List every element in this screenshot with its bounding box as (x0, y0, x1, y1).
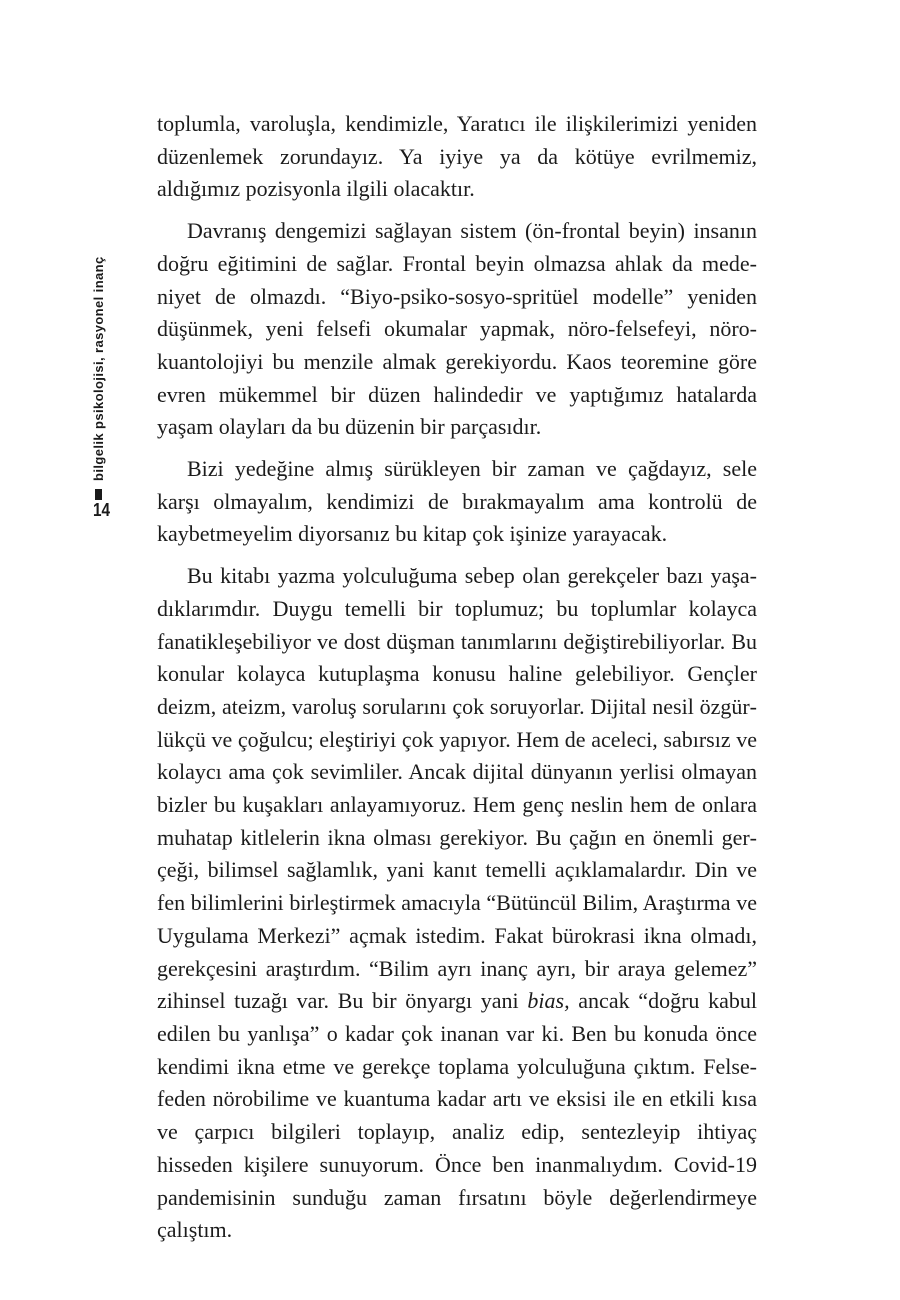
page-number: 14 (93, 500, 111, 520)
paragraph-3: Bizi yedeğine almış sürükleyen bir zaman ve çağdayız, sele karşı olmayalım, kendimizi de bırakmayalım ama kontrolü de kaybetmeyelim diyorsanız bu kitap çok işinize yarayacak. (157, 456, 757, 547)
body-text (157, 108, 757, 1256)
paragraph-4-part-1: Bu kitabı yazma yolculuğuma sebep olan gerekçeler bazı yaşadıklarımdır. Duygu temelli bir toplumuz; bu toplumlar kolayca fanatikleşebiliyor ve dost düşman tanımlarını değiştirebiliyorlar. Bu konular kolayca kutuplaşma konusu haline gelebiliyor. Gençler deizm, ateizm, varoluş sorularını çok soruyorlar. Dijital nesil özgürlükçü ve çoğulcu; eleştiriyi çok yapıyor. Hem de aceleci, sabırsız ve kolaycı ama çok sevimliler. Ancak dijital dünyanın yerlisi olmayan bizler bu kuşakları anlayamıyoruz. Hem genç neslin hem de onlara muhatap kitlelerin ikna olması gerekiyor. Bu çağın en önemli gerçeği, bilimsel sağlamlık, yani kanıt temelli açıklamalardır. Din ve fen bilimlerini birleştirmek amacıyla “Bütüncül Bilim, Araştırma ve Uygulama Merkezi” açmak istedim. Fakat bürokrasi ikna olmadı, gerekçesini araştırdım. “Bilim ayrı inanç ayrı, bir araya gelemez” zihinsel tuzağı var. Bu bir önyargı yani (157, 563, 757, 1014)
running-head-bar (95, 489, 102, 500)
running-head-text: bilgelik psikolojisi, rasyonel inanç (90, 256, 106, 481)
running-head (84, 220, 112, 500)
paragraph-4-part-2: ancak “doğru kabul edilen bu yanlışa” o kadar çok inanan var ki. Ben bu konuda önce kendimi ikna etme ve gerekçe toplama yolculuğuna çıktım. Felsefeden nörobilime ve kuantuma kadar artı ve eksisi ile en etkili kısa ve çarpıcı bilgileri toplayıp, analiz edip, sentezleyip ihtiyaç hisseden kişilere sunuyorum. Önce ben inanmalıydım. Covid-19 pandemisinin sunduğu zaman fırsatını böyle değerlendirmeye çalıştım. (157, 988, 757, 1243)
italic-term-bias: bias, (527, 988, 570, 1014)
paragraph-2: Davranış dengemizi sağlayan sistem (ön-frontal beyin) insanın doğru eğitimini de sağlar. Frontal beyin olmazsa ahlak da medeniyet de olmazdı. “Biyo-psiko-sosyo-spritüel modelle” yeniden düşünmek, yeni felsefi okumalar yapmak, nöro-felsefeyi, nörokuantolojiyi bu menzile almak gerekiyordu. Kaos teoremine göre evren mükemmel bir düzen halindedir ve yaptığımız hatalarda yaşam olayları da bu düzenin bir parçasıdır. (157, 218, 757, 440)
paragraph-1: toplumla, varoluşla, kendimizle, Yaratıcı ile ilişkilerimizi yeniden düzenlemek zorundayız. Ya iyiye ya da kötüye evrilmemiz, aldığımız pozisyonla ilgili olacaktır. (157, 111, 757, 202)
paragraph-4 (157, 560, 757, 1247)
